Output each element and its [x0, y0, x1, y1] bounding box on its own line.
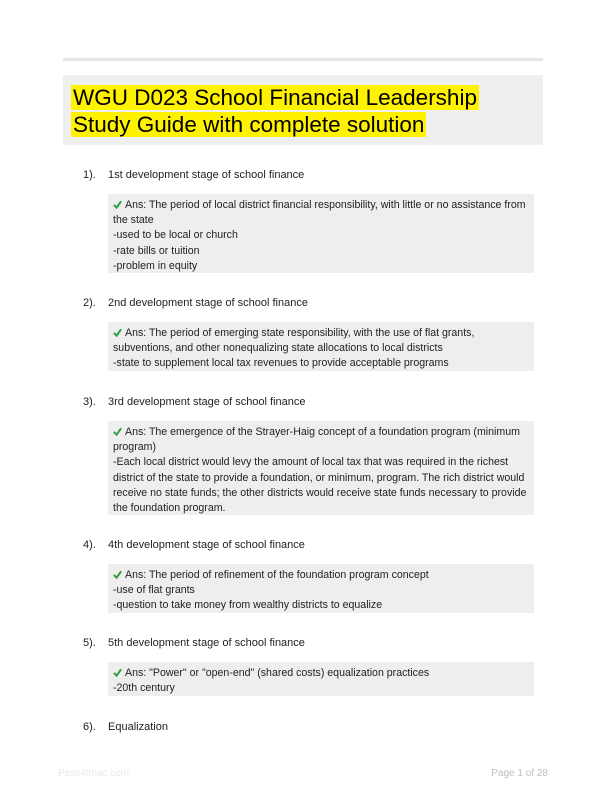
- question-text: 3rd development stage of school finance: [108, 396, 306, 408]
- answer-line: -used to be local or church: [113, 229, 238, 242]
- question-number: 3).: [83, 396, 96, 408]
- question-number: 2).: [83, 297, 96, 309]
- answer-text: Ans: "Power" or "open-end" (shared costs) equalization practices: [125, 667, 430, 679]
- check-icon: [113, 668, 122, 677]
- question-text: Equalization: [108, 721, 168, 733]
- question-number: 5).: [83, 637, 96, 649]
- footer-watermark: Pass4tmac.com: [58, 768, 130, 779]
- answer-line: -Each local district would levy the amount of local tax that was required in the richest district of the state to provide a foundation, or minimum, program. The rich district would receive no state funds; the other districts would receive state funds necessary to provide the foundation program.: [113, 456, 527, 515]
- check-icon: [113, 427, 122, 436]
- answer-line: -20th century: [113, 682, 175, 695]
- answer-line: -use of flat grants: [113, 584, 195, 597]
- answer-text: Ans: The period of emerging state responsibility, with the use of flat grants, subventions, and other nonequalizing state allocations to local districts: [113, 327, 475, 355]
- check-icon: [113, 200, 122, 209]
- question-number: 1).: [83, 169, 96, 181]
- question-number: 4).: [83, 539, 96, 551]
- page-title: WGU D023 School Financial Leadership Study Guide with complete solution: [73, 85, 477, 137]
- page-number: Page 1 of 28: [491, 768, 548, 779]
- answer-box-5: [108, 662, 534, 696]
- answer-box-1: [108, 194, 534, 273]
- check-icon: [113, 570, 122, 579]
- answer-line: -problem in equity: [113, 259, 198, 272]
- answer-box-4: [108, 564, 534, 613]
- question-number: 6).: [83, 721, 96, 733]
- top-divider: [63, 58, 543, 61]
- question-text: 2nd development stage of school finance: [108, 297, 308, 309]
- answer-box-2: [108, 322, 534, 371]
- answer-line: -question to take money from wealthy districts to equalize: [113, 599, 383, 612]
- answer-text: Ans: The period of local district financial responsibility, with little or no assistance from the state: [113, 199, 526, 227]
- question-text: 4th development stage of school finance: [108, 539, 305, 551]
- question-text: 1st development stage of school finance: [108, 169, 305, 181]
- check-icon: [113, 328, 122, 337]
- answer-line: -rate bills or tuition: [113, 244, 200, 257]
- answer-text: Ans: The period of refinement of the foundation program concept: [125, 569, 429, 581]
- question-text: 5th development stage of school finance: [108, 637, 305, 649]
- answer-line: -state to supplement local tax revenues to provide acceptable programs: [113, 357, 449, 370]
- answer-text: Ans: The emergence of the Strayer-Haig concept of a foundation program (minimum program): [113, 426, 520, 454]
- answer-box-3: [108, 421, 534, 515]
- title-banner: [63, 75, 543, 145]
